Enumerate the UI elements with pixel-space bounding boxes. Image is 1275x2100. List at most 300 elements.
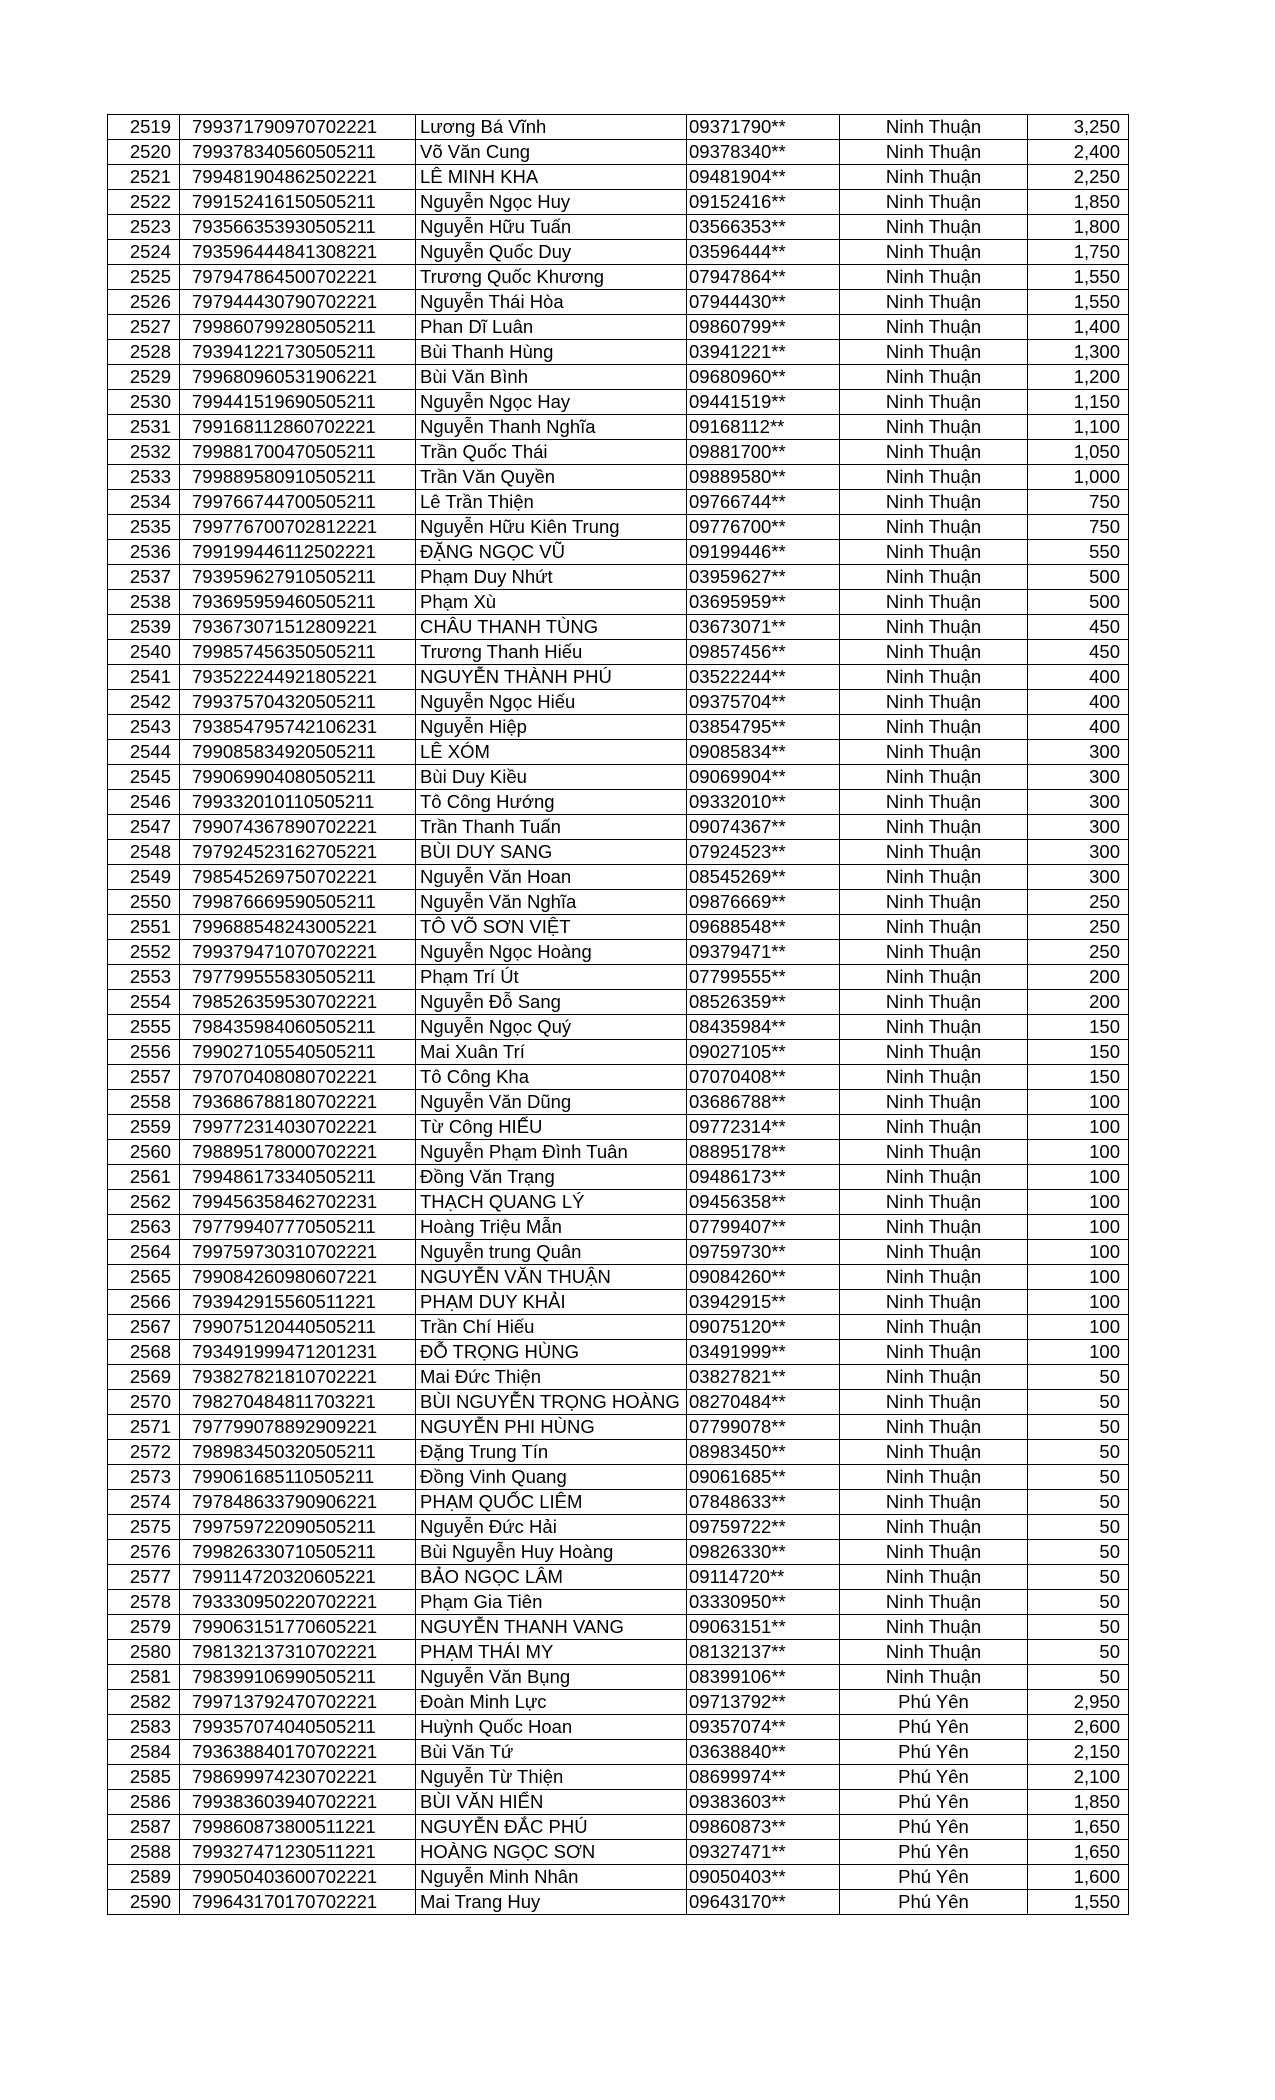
row-number-cell: 2538 <box>108 590 180 615</box>
row-number-cell: 2530 <box>108 390 180 415</box>
table-row <box>108 965 1129 990</box>
table-row <box>108 1615 1129 1640</box>
row-number-cell: 2561 <box>108 1165 180 1190</box>
recipient-name-cell: Nguyễn Hữu Tuấn <box>416 215 687 240</box>
amount-cell: 50 <box>1028 1565 1129 1590</box>
amount-cell: 50 <box>1028 1465 1129 1490</box>
account-number-cell: 799063151770605221 <box>180 1615 416 1640</box>
table-row <box>108 515 1129 540</box>
province-cell: Ninh Thuận <box>840 890 1028 915</box>
recipient-name-cell: TÔ VÕ SƠN VIỆT <box>416 915 687 940</box>
amount-cell: 2,250 <box>1028 165 1129 190</box>
account-number-cell: 799199446112502221 <box>180 540 416 565</box>
table-row <box>108 1890 1129 1915</box>
row-number-cell: 2569 <box>108 1365 180 1390</box>
amount-cell: 50 <box>1028 1515 1129 1540</box>
phone-number-cell: 03827821** <box>687 1365 840 1390</box>
phone-number-cell: 09881700** <box>687 440 840 465</box>
row-number-cell: 2541 <box>108 665 180 690</box>
account-number-cell: 793686788180702221 <box>180 1090 416 1115</box>
row-number-cell: 2555 <box>108 1015 180 1040</box>
amount-cell: 50 <box>1028 1390 1129 1415</box>
phone-number-cell: 08983450** <box>687 1440 840 1465</box>
recipient-name-cell: Phạm Duy Nhứt <box>416 565 687 590</box>
recipient-name-cell: Nguyễn trung Quân <box>416 1240 687 1265</box>
account-number-cell: 793330950220702221 <box>180 1590 416 1615</box>
recipient-name-cell: HOÀNG NGỌC SƠN <box>416 1840 687 1865</box>
table-row <box>108 1665 1129 1690</box>
account-number-cell: 799114720320605221 <box>180 1565 416 1590</box>
table-row <box>108 665 1129 690</box>
recipient-name-cell: Nguyễn Văn Bụng <box>416 1665 687 1690</box>
table-row <box>108 1240 1129 1265</box>
account-number-cell: 798895178000702221 <box>180 1140 416 1165</box>
row-number-cell: 2532 <box>108 440 180 465</box>
row-number-cell: 2533 <box>108 465 180 490</box>
table-row <box>108 1765 1129 1790</box>
table-row <box>108 915 1129 940</box>
amount-cell: 1,300 <box>1028 340 1129 365</box>
recipient-name-cell: THẠCH QUANG LÝ <box>416 1190 687 1215</box>
table-row <box>108 615 1129 640</box>
row-number-cell: 2551 <box>108 915 180 940</box>
recipient-name-cell: LÊ MINH KHA <box>416 165 687 190</box>
account-number-cell: 799357074040505211 <box>180 1715 416 1740</box>
province-cell: Ninh Thuận <box>840 1565 1028 1590</box>
amount-cell: 450 <box>1028 615 1129 640</box>
row-number-cell: 2554 <box>108 990 180 1015</box>
province-cell: Ninh Thuận <box>840 1065 1028 1090</box>
amount-cell: 50 <box>1028 1415 1129 1440</box>
recipient-name-cell: Nguyễn Ngọc Hoàng <box>416 940 687 965</box>
province-cell: Ninh Thuận <box>840 615 1028 640</box>
table-row <box>108 1565 1129 1590</box>
amount-cell: 100 <box>1028 1165 1129 1190</box>
row-number-cell: 2585 <box>108 1765 180 1790</box>
table-row <box>108 565 1129 590</box>
row-number-cell: 2543 <box>108 715 180 740</box>
account-number-cell: 799776700702812221 <box>180 515 416 540</box>
account-number-cell: 799876669590505211 <box>180 890 416 915</box>
account-number-cell: 799826330710505211 <box>180 1540 416 1565</box>
province-cell: Ninh Thuận <box>840 1440 1028 1465</box>
table-row <box>108 190 1129 215</box>
amount-cell: 400 <box>1028 690 1129 715</box>
phone-number-cell: 03638840** <box>687 1740 840 1765</box>
row-number-cell: 2565 <box>108 1265 180 1290</box>
account-number-cell: 799075120440505211 <box>180 1315 416 1340</box>
account-number-cell: 793673071512809221 <box>180 615 416 640</box>
recipient-name-cell: Bùi Nguyễn Huy Hoàng <box>416 1540 687 1565</box>
phone-number-cell: 09441519** <box>687 390 840 415</box>
phone-number-cell: 03942915** <box>687 1290 840 1315</box>
province-cell: Phú Yên <box>840 1865 1028 1890</box>
account-number-cell: 799456358462702231 <box>180 1190 416 1215</box>
account-number-cell: 799378340560505211 <box>180 140 416 165</box>
amount-cell: 1,650 <box>1028 1815 1129 1840</box>
table-row <box>108 990 1129 1015</box>
account-number-cell: 797799555830505211 <box>180 965 416 990</box>
account-number-cell: 799889580910505211 <box>180 465 416 490</box>
phone-number-cell: 09199446** <box>687 540 840 565</box>
recipient-name-cell: Hoàng Triệu Mẫn <box>416 1215 687 1240</box>
province-cell: Ninh Thuận <box>840 415 1028 440</box>
table-row <box>108 715 1129 740</box>
row-number-cell: 2525 <box>108 265 180 290</box>
amount-cell: 50 <box>1028 1665 1129 1690</box>
row-number-cell: 2571 <box>108 1415 180 1440</box>
recipient-name-cell: Nguyễn Quốc Duy <box>416 240 687 265</box>
row-number-cell: 2535 <box>108 515 180 540</box>
amount-cell: 2,600 <box>1028 1715 1129 1740</box>
province-cell: Phú Yên <box>840 1690 1028 1715</box>
amount-cell: 1,050 <box>1028 440 1129 465</box>
table-row <box>108 1715 1129 1740</box>
recipient-name-cell: Bùi Duy Kiều <box>416 765 687 790</box>
phone-number-cell: 09876669** <box>687 890 840 915</box>
phone-number-cell: 09759722** <box>687 1515 840 1540</box>
amount-cell: 750 <box>1028 515 1129 540</box>
recipient-name-cell: Tô Công Kha <box>416 1065 687 1090</box>
row-number-cell: 2557 <box>108 1065 180 1090</box>
phone-number-cell: 09776700** <box>687 515 840 540</box>
account-number-cell: 797944430790702221 <box>180 290 416 315</box>
phone-number-cell: 09069904** <box>687 765 840 790</box>
amount-cell: 100 <box>1028 1115 1129 1140</box>
phone-number-cell: 08699974** <box>687 1765 840 1790</box>
phone-number-cell: 09327471** <box>687 1840 840 1865</box>
recipient-name-cell: PHẠM QUỐC LIÊM <box>416 1490 687 1515</box>
province-cell: Ninh Thuận <box>840 715 1028 740</box>
account-number-cell: 793942915560511221 <box>180 1290 416 1315</box>
row-number-cell: 2523 <box>108 215 180 240</box>
phone-number-cell: 09826330** <box>687 1540 840 1565</box>
account-number-cell: 799050403600702221 <box>180 1865 416 1890</box>
recipient-name-cell: Võ Văn Cung <box>416 140 687 165</box>
phone-number-cell: 09378340** <box>687 140 840 165</box>
row-number-cell: 2549 <box>108 865 180 890</box>
amount-cell: 300 <box>1028 740 1129 765</box>
account-number-cell: 799383603940702221 <box>180 1790 416 1815</box>
amount-cell: 250 <box>1028 890 1129 915</box>
phone-number-cell: 09481904** <box>687 165 840 190</box>
table-row <box>108 790 1129 815</box>
row-number-cell: 2527 <box>108 315 180 340</box>
province-cell: Ninh Thuận <box>840 1015 1028 1040</box>
phone-number-cell: 09168112** <box>687 415 840 440</box>
phone-number-cell: 03673071** <box>687 615 840 640</box>
account-number-cell: 797799407770505211 <box>180 1215 416 1240</box>
account-number-cell: 793959627910505211 <box>180 565 416 590</box>
row-number-cell: 2540 <box>108 640 180 665</box>
row-number-cell: 2519 <box>108 115 180 140</box>
amount-cell: 500 <box>1028 590 1129 615</box>
row-number-cell: 2550 <box>108 890 180 915</box>
table-body <box>108 115 1129 1915</box>
province-cell: Ninh Thuận <box>840 1265 1028 1290</box>
recipient-name-cell: Nguyễn Văn Nghĩa <box>416 890 687 915</box>
province-cell: Ninh Thuận <box>840 1615 1028 1640</box>
account-number-cell: 798983450320505211 <box>180 1440 416 1465</box>
row-number-cell: 2575 <box>108 1515 180 1540</box>
recipient-name-cell: BẢO NGỌC LÂM <box>416 1565 687 1590</box>
recipient-name-cell: CHÂU THANH TÙNG <box>416 615 687 640</box>
row-number-cell: 2581 <box>108 1665 180 1690</box>
table-row <box>108 1640 1129 1665</box>
table-row <box>108 415 1129 440</box>
phone-number-cell: 09375704** <box>687 690 840 715</box>
phone-number-cell: 03596444** <box>687 240 840 265</box>
account-number-cell: 799481904862502221 <box>180 165 416 190</box>
account-number-cell: 793854795742106231 <box>180 715 416 740</box>
table-row <box>108 1815 1129 1840</box>
recipient-name-cell: NGUYỄN THANH VANG <box>416 1615 687 1640</box>
province-cell: Ninh Thuận <box>840 1390 1028 1415</box>
phone-number-cell: 08399106** <box>687 1665 840 1690</box>
row-number-cell: 2580 <box>108 1640 180 1665</box>
table-row <box>108 490 1129 515</box>
phone-number-cell: 03941221** <box>687 340 840 365</box>
account-number-cell: 799759722090505211 <box>180 1515 416 1540</box>
account-number-cell: 798435984060505211 <box>180 1015 416 1040</box>
row-number-cell: 2528 <box>108 340 180 365</box>
province-cell: Ninh Thuận <box>840 1290 1028 1315</box>
province-cell: Phú Yên <box>840 1890 1028 1915</box>
recipient-name-cell: Nguyễn Văn Dũng <box>416 1090 687 1115</box>
phone-number-cell: 07799407** <box>687 1215 840 1240</box>
amount-cell: 150 <box>1028 1065 1129 1090</box>
row-number-cell: 2546 <box>108 790 180 815</box>
table-row <box>108 1365 1129 1390</box>
amount-cell: 100 <box>1028 1090 1129 1115</box>
table-row <box>108 1865 1129 1890</box>
row-number-cell: 2587 <box>108 1815 180 1840</box>
phone-number-cell: 08270484** <box>687 1390 840 1415</box>
province-cell: Ninh Thuận <box>840 1315 1028 1340</box>
phone-number-cell: 07799555** <box>687 965 840 990</box>
amount-cell: 250 <box>1028 915 1129 940</box>
recipient-name-cell: PHẠM THÁI MY <box>416 1640 687 1665</box>
table-row <box>108 440 1129 465</box>
row-number-cell: 2573 <box>108 1465 180 1490</box>
province-cell: Ninh Thuận <box>840 740 1028 765</box>
row-number-cell: 2547 <box>108 815 180 840</box>
province-cell: Ninh Thuận <box>840 1115 1028 1140</box>
province-cell: Ninh Thuận <box>840 390 1028 415</box>
table-row <box>108 1115 1129 1140</box>
province-cell: Ninh Thuận <box>840 1490 1028 1515</box>
table-row <box>108 540 1129 565</box>
amount-cell: 1,550 <box>1028 265 1129 290</box>
account-number-cell: 799074367890702221 <box>180 815 416 840</box>
account-number-cell: 793695959460505211 <box>180 590 416 615</box>
province-cell: Ninh Thuận <box>840 1415 1028 1440</box>
row-number-cell: 2562 <box>108 1190 180 1215</box>
province-cell: Ninh Thuận <box>840 190 1028 215</box>
account-number-cell: 798526359530702221 <box>180 990 416 1015</box>
account-number-cell: 797924523162705221 <box>180 840 416 865</box>
phone-number-cell: 07799078** <box>687 1415 840 1440</box>
table-row <box>108 865 1129 890</box>
account-number-cell: 793638840170702221 <box>180 1740 416 1765</box>
row-number-cell: 2552 <box>108 940 180 965</box>
account-number-cell: 799168112860702221 <box>180 415 416 440</box>
account-number-cell: 797070408080702221 <box>180 1065 416 1090</box>
recipient-name-cell: Trần Quốc Thái <box>416 440 687 465</box>
account-number-cell: 799332010110505211 <box>180 790 416 815</box>
recipient-name-cell: Trương Thanh Hiếu <box>416 640 687 665</box>
amount-cell: 100 <box>1028 1265 1129 1290</box>
table-row <box>108 1490 1129 1515</box>
recipient-name-cell: Nguyễn Văn Hoan <box>416 865 687 890</box>
phone-number-cell: 09860873** <box>687 1815 840 1840</box>
recipient-name-cell: Nguyễn Ngọc Huy <box>416 190 687 215</box>
recipient-name-cell: Phạm Xù <box>416 590 687 615</box>
row-number-cell: 2570 <box>108 1390 180 1415</box>
province-cell: Ninh Thuận <box>840 815 1028 840</box>
amount-cell: 1,750 <box>1028 240 1129 265</box>
row-number-cell: 2556 <box>108 1040 180 1065</box>
amount-cell: 1,200 <box>1028 365 1129 390</box>
recipient-name-cell: Phạm Gia Tiên <box>416 1590 687 1615</box>
table-row <box>108 690 1129 715</box>
province-cell: Ninh Thuận <box>840 690 1028 715</box>
table-row <box>108 315 1129 340</box>
phone-number-cell: 08526359** <box>687 990 840 1015</box>
recipient-name-cell: Bùi Thanh Hùng <box>416 340 687 365</box>
table-row <box>108 890 1129 915</box>
amount-cell: 50 <box>1028 1640 1129 1665</box>
province-cell: Ninh Thuận <box>840 240 1028 265</box>
table-row <box>108 840 1129 865</box>
row-number-cell: 2539 <box>108 615 180 640</box>
phone-number-cell: 09688548** <box>687 915 840 940</box>
recipient-table <box>107 114 1129 1915</box>
recipient-name-cell: NGUYỄN PHI HÙNG <box>416 1415 687 1440</box>
phone-number-cell: 09371790** <box>687 115 840 140</box>
recipient-name-cell: NGUYỄN VĂN THUẬN <box>416 1265 687 1290</box>
province-cell: Ninh Thuận <box>840 490 1028 515</box>
recipient-name-cell: Trần Chí Hiếu <box>416 1315 687 1340</box>
row-number-cell: 2545 <box>108 765 180 790</box>
table-row <box>108 1065 1129 1090</box>
account-number-cell: 799643170170702221 <box>180 1890 416 1915</box>
province-cell: Ninh Thuận <box>840 515 1028 540</box>
amount-cell: 200 <box>1028 965 1129 990</box>
account-number-cell: 799857456350505211 <box>180 640 416 665</box>
table-row <box>108 590 1129 615</box>
table-row <box>108 1140 1129 1165</box>
phone-number-cell: 09027105** <box>687 1040 840 1065</box>
account-number-cell: 799061685110505211 <box>180 1465 416 1490</box>
phone-number-cell: 03566353** <box>687 215 840 240</box>
phone-number-cell: 03854795** <box>687 715 840 740</box>
recipient-name-cell: BÙI VĂN HIỂN <box>416 1790 687 1815</box>
phone-number-cell: 09085834** <box>687 740 840 765</box>
province-cell: Ninh Thuận <box>840 140 1028 165</box>
account-number-cell: 798399106990505211 <box>180 1665 416 1690</box>
amount-cell: 50 <box>1028 1590 1129 1615</box>
province-cell: Ninh Thuận <box>840 1640 1028 1665</box>
table-row <box>108 815 1129 840</box>
amount-cell: 550 <box>1028 540 1129 565</box>
account-number-cell: 793596444841308221 <box>180 240 416 265</box>
row-number-cell: 2567 <box>108 1315 180 1340</box>
row-number-cell: 2531 <box>108 415 180 440</box>
province-cell: Ninh Thuận <box>840 1665 1028 1690</box>
table-row <box>108 765 1129 790</box>
table-row <box>108 1415 1129 1440</box>
province-cell: Ninh Thuận <box>840 365 1028 390</box>
account-number-cell: 799680960531906221 <box>180 365 416 390</box>
row-number-cell: 2578 <box>108 1590 180 1615</box>
phone-number-cell: 08435984** <box>687 1015 840 1040</box>
province-cell: Phú Yên <box>840 1840 1028 1865</box>
phone-number-cell: 09084260** <box>687 1265 840 1290</box>
table-row <box>108 1440 1129 1465</box>
province-cell: Ninh Thuận <box>840 265 1028 290</box>
phone-number-cell: 09074367** <box>687 815 840 840</box>
province-cell: Ninh Thuận <box>840 990 1028 1015</box>
account-number-cell: 797799078892909221 <box>180 1415 416 1440</box>
recipient-name-cell: BÙI DUY SANG <box>416 840 687 865</box>
recipient-name-cell: Lê Trần Thiện <box>416 490 687 515</box>
amount-cell: 400 <box>1028 665 1129 690</box>
table-row <box>108 740 1129 765</box>
row-number-cell: 2572 <box>108 1440 180 1465</box>
row-number-cell: 2553 <box>108 965 180 990</box>
phone-number-cell: 09713792** <box>687 1690 840 1715</box>
account-number-cell: 799375704320505211 <box>180 690 416 715</box>
table-row <box>108 1390 1129 1415</box>
table-row <box>108 1090 1129 1115</box>
table-row <box>108 1040 1129 1065</box>
amount-cell: 1,550 <box>1028 290 1129 315</box>
phone-number-cell: 03686788** <box>687 1090 840 1115</box>
province-cell: Ninh Thuận <box>840 1190 1028 1215</box>
amount-cell: 50 <box>1028 1365 1129 1390</box>
recipient-name-cell: Đồng Vinh Quang <box>416 1465 687 1490</box>
row-number-cell: 2558 <box>108 1090 180 1115</box>
province-cell: Ninh Thuận <box>840 1590 1028 1615</box>
recipient-name-cell: Nguyễn Phạm Đình Tuân <box>416 1140 687 1165</box>
recipient-name-cell: Mai Trang Huy <box>416 1890 687 1915</box>
row-number-cell: 2563 <box>108 1215 180 1240</box>
row-number-cell: 2534 <box>108 490 180 515</box>
recipient-name-cell: Nguyễn Ngọc Hiếu <box>416 690 687 715</box>
phone-number-cell: 09486173** <box>687 1165 840 1190</box>
amount-cell: 300 <box>1028 790 1129 815</box>
table-row <box>108 465 1129 490</box>
table-row <box>108 115 1129 140</box>
recipient-name-cell: ĐẶNG NGỌC VŨ <box>416 540 687 565</box>
amount-cell: 1,850 <box>1028 1790 1129 1815</box>
province-cell: Ninh Thuận <box>840 1140 1028 1165</box>
row-number-cell: 2529 <box>108 365 180 390</box>
amount-cell: 2,400 <box>1028 140 1129 165</box>
phone-number-cell: 03522244** <box>687 665 840 690</box>
row-number-cell: 2590 <box>108 1890 180 1915</box>
phone-number-cell: 09075120** <box>687 1315 840 1340</box>
table-row <box>108 940 1129 965</box>
table-row <box>108 1540 1129 1565</box>
table-row <box>108 140 1129 165</box>
row-number-cell: 2586 <box>108 1790 180 1815</box>
table-row <box>108 215 1129 240</box>
amount-cell: 450 <box>1028 640 1129 665</box>
amount-cell: 2,100 <box>1028 1765 1129 1790</box>
amount-cell: 1,100 <box>1028 415 1129 440</box>
